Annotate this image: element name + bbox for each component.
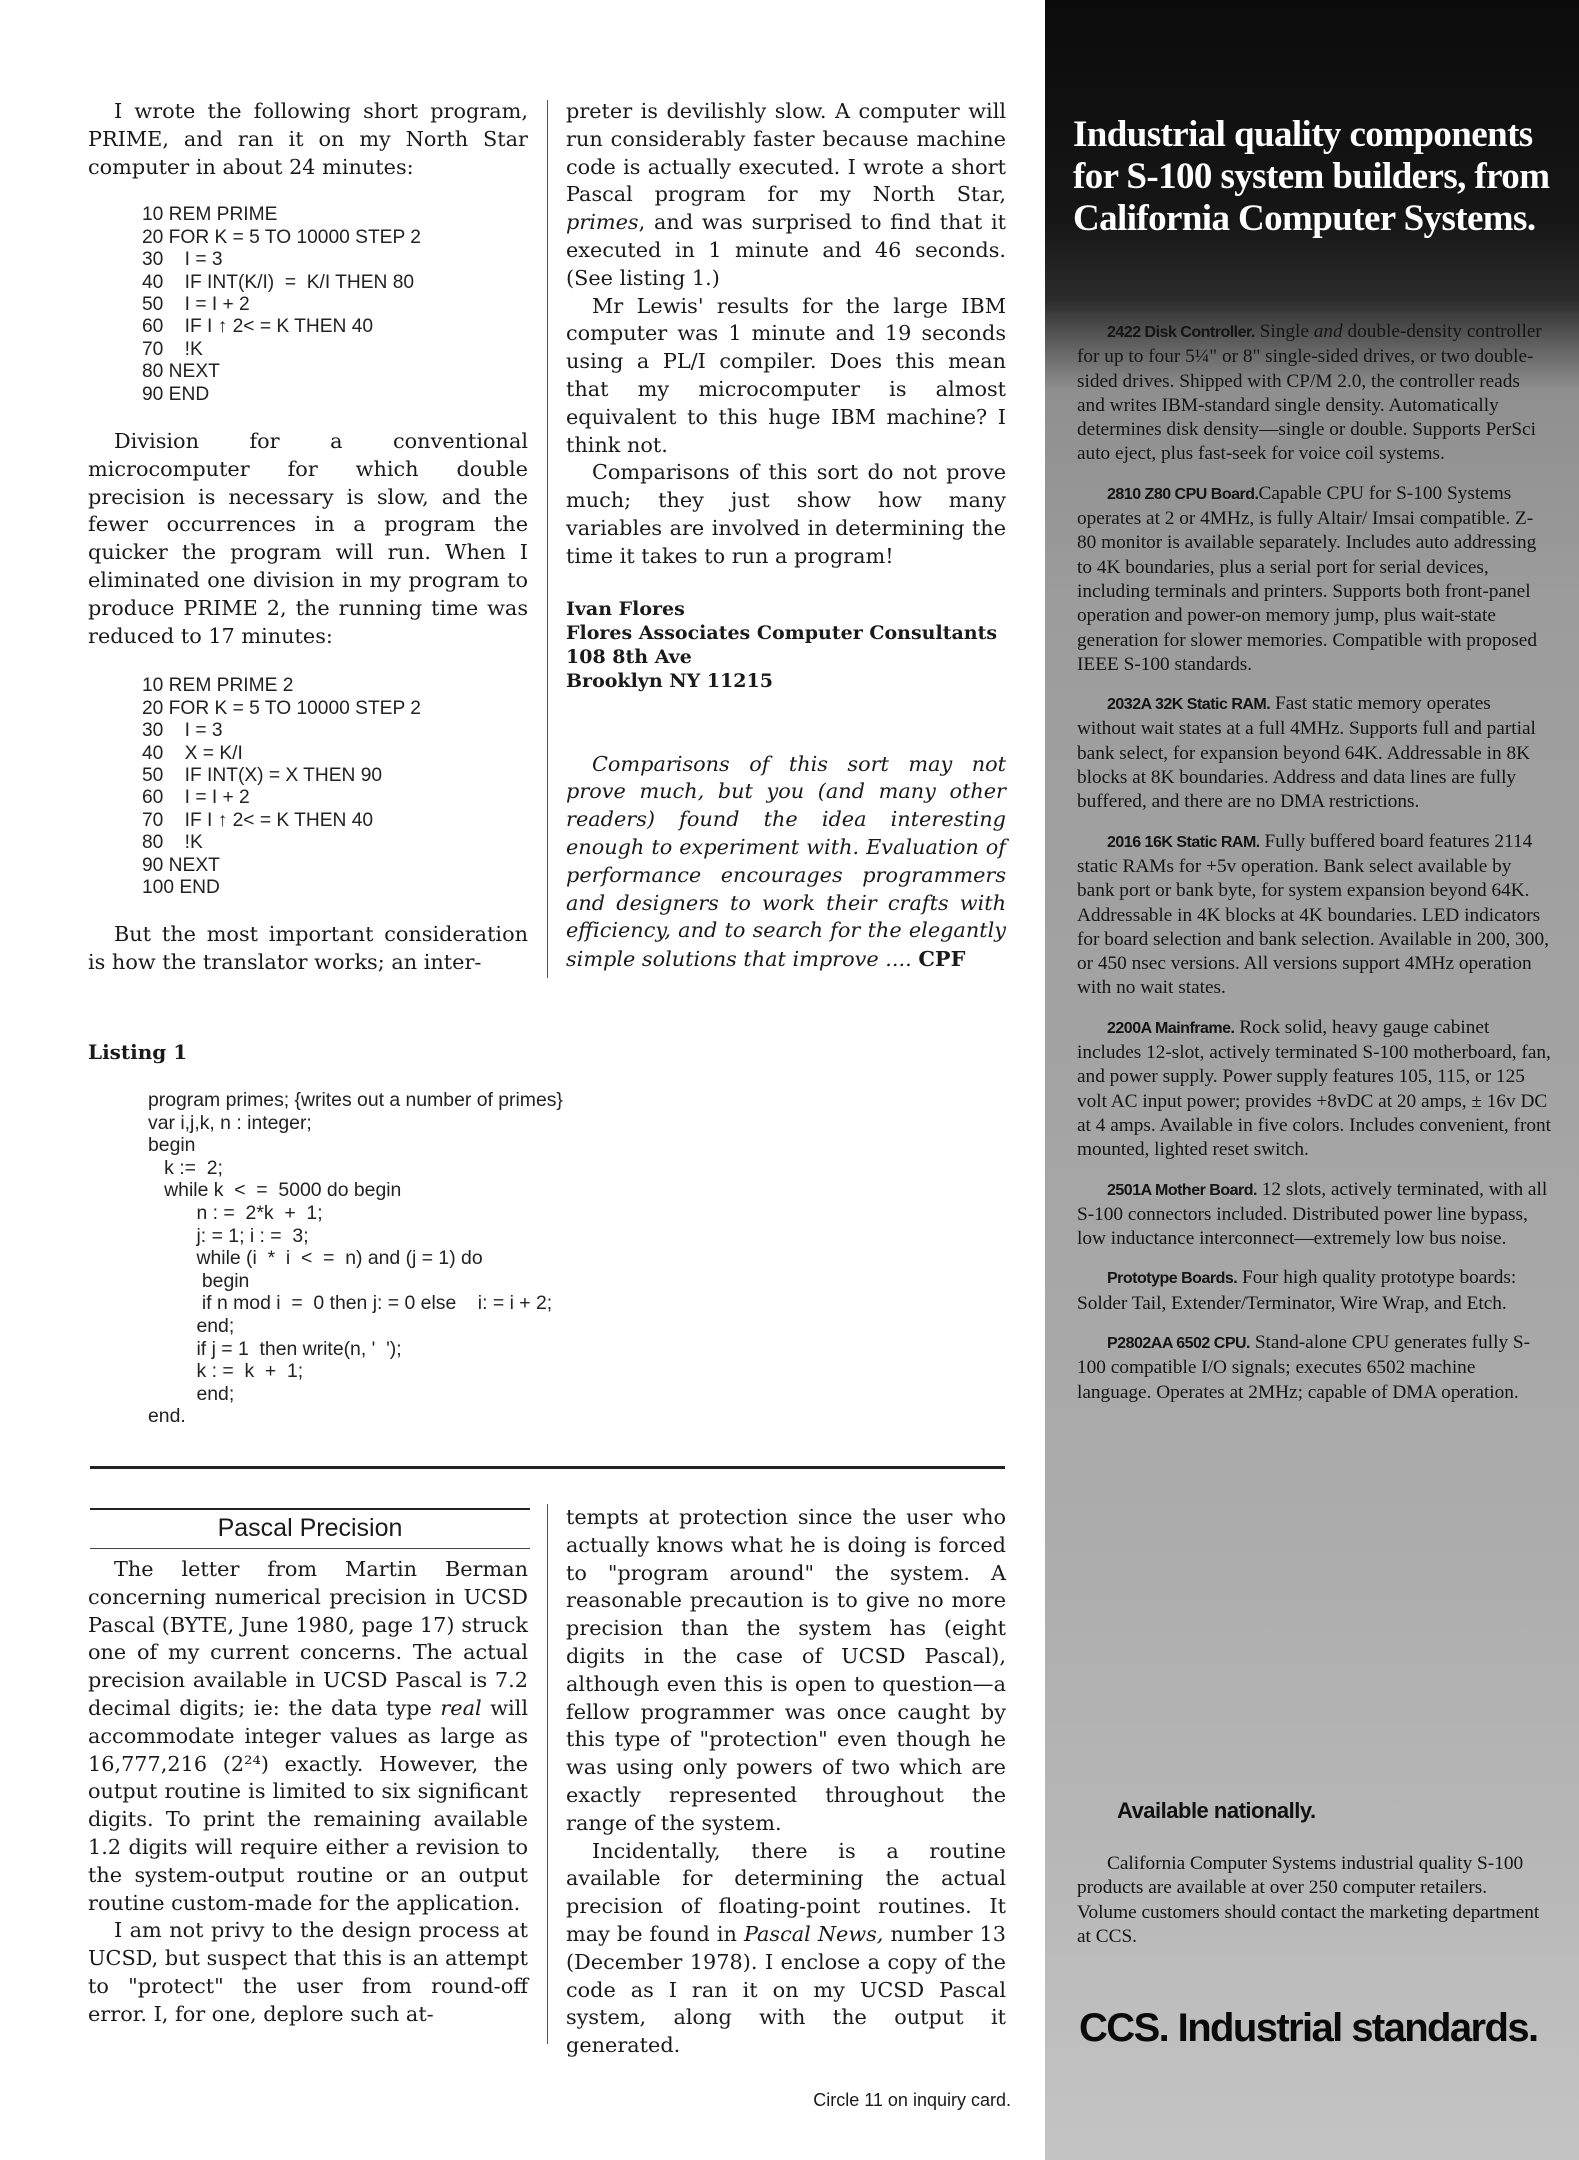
section-paragraph-2-continued: tempts at protection since the user who actually knows what he is doing is forced to "program around" the system. A reasonable precaution is to give no more precision than the system has (eight digits in the case of UCSD Pascal), although even this is open to question—a fellow programmer was once caught by this type of "protection" even though he was using only powers of two which are exactly represented throughout the range of the system. [566, 1505, 1006, 1835]
paragraph-text: , and was surprised to find that it executed in 1 minute and 46 seconds. (See listing 1.) [566, 210, 1006, 290]
section-rule-top [90, 1508, 530, 1510]
listing-title: Listing 1 [88, 1040, 188, 1064]
letter-paragraph-2: Division for a conventional microcomputer for which double precision is necessary is slow, and the fewer occurrences in a program the quicker the program will run. When I eliminated one division in my program to produce PRIME 2, the running time was reduced to 17 minutes: [88, 429, 528, 648]
ad-product-list [1077, 320, 1552, 1420]
letter-paragraph-4: Mr Lewis' results for the large IBM computer was 1 minute and 19 seconds using a PL/I compiler. Does this mean that my microcomputer is almost equivalent to this huge IBM machine? I think not. [566, 293, 1006, 457]
signature-organization: Flores Associates Computer Consultants [566, 621, 998, 644]
letter-column-1 [88, 98, 528, 977]
letter-paragraph-1: I wrote the following short program, PRIME, and ran it on my North Star computer in about 24 minutes: [88, 99, 528, 179]
listing-code: program primes; {writes out a number of primes} var i,j,k, n : integer; begin k := 2; while k < = 5000 do begin n : = 2*k + 1; j: = 1; i : = 3; while (i * i < = n) and (j = 1) do begin if n mod i = 0 then j: = 0 else i: = i + 2; end; if j = 1 then write(n, ' '); k : = k + 1; end; end. [148, 1089, 563, 1428]
paragraph-text: number 13 (December 1978). I enclose a copy of the code as I ran it on my UCSD Pascal system, along with the output it generated. [566, 1921, 1007, 2058]
ad-available-body: California Computer Systems industrial quality S-100 products are available at over 250 computer retailers. Volume customers should contact the marketing department at CCS. [1077, 1853, 1540, 1947]
ad-product-16k-ram [1077, 830, 1552, 1001]
ad-product-mainframe [1077, 1016, 1552, 1163]
product-text: Four high quality prototype boards: Solder Tail, Extender/Terminator, Wire Wrap, and Etch. [1077, 1267, 1517, 1314]
ad-product-mother-board [1077, 1178, 1552, 1252]
column-divider [547, 100, 548, 978]
letter-paragraph-3-continued [566, 98, 1006, 293]
reply-text: Comparisons of this sort may not prove much, but you (and many other readers) found the idea interesting enough to experiment with. Evaluation of performance encourages programmers and designers to work their crafts with efficiency, and to search for the elegantly simple solutions that improve .... [566, 751, 1006, 972]
product-text: 12 slots, actively terminated, with all S-100 connectors included. Distributed power line bypass, low inductance interconnect—extremely low bus noise. [1077, 1178, 1548, 1250]
program-name: primes [566, 210, 639, 235]
ad-product-32k-ram [1077, 692, 1552, 814]
signature-name: Ivan Flores [566, 597, 685, 620]
product-name: P2802AA 6502 CPU. [1107, 1334, 1250, 1352]
product-name: 2810 Z80 CPU Board. [1107, 485, 1259, 503]
letter-paragraph-5: Comparisons of this sort do not prove much; they just show how many variables are involved in determining the time it takes to run a program! [566, 460, 1006, 568]
product-name: 2501A Mother Board. [1107, 1181, 1257, 1199]
section-title: Pascal Precision [217, 1514, 403, 1542]
ad-headline: Industrial quality components for S-100 system builders, from California Computer Systems. [1073, 114, 1550, 239]
signature-address-2: Brooklyn NY 11215 [566, 669, 773, 692]
letter-column-2 [566, 98, 1006, 974]
horizontal-rule [90, 1466, 1005, 1469]
section-rule-bottom [90, 1548, 530, 1549]
product-name: 2016 16K Static RAM. [1107, 833, 1260, 851]
ad-product-cpu-board [1077, 482, 1552, 677]
section-column-1 [88, 1556, 528, 2029]
product-text: Stand-alone CPU generates fully S-100 compatible I/O signals; executes 6502 machine language. Operates at 2MHz; capable of DMA operation. [1077, 1331, 1531, 1403]
product-text: Capable CPU for S-100 Systems operates at 2 or 4MHz, is fully Altair/ Imsai compatible. Z-80 monitor is available separately. Includes auto addressing to 4K boundaries, plus a serial port for serial devices, including terminals and printers. Supports both front-panel operation and power-on memory jump, plus wait-state generation for slower memories. Compatible with proposed IEEE S-100 standards. [1077, 482, 1537, 675]
product-name: 2200A Mainframe. [1107, 1019, 1235, 1037]
product-text-em: and [1313, 321, 1343, 342]
editor-reply [566, 751, 1006, 974]
section-paragraph-2: I am not privy to the design process at UCSD, but suspect that this is an attempt to "protect" the user from round-off error. I, for one, deplore such at- [88, 1918, 528, 2026]
ad-available-title: Available nationally. [1117, 1798, 1316, 1823]
paragraph-text: will accommodate integer values as large as 16,777,216 (2²⁴) exactly. However, the output routine is limited to six significant digits. To print the remaining available 1.2 digits will require either a revision to the system-output routine or an output routine custom-made for the application. [88, 1695, 528, 1915]
prime2-program-code: 10 REM PRIME 2 20 FOR K = 5 TO 10000 STEP 2 30 I = 3 40 X = K/I 50 IF INT(X) = X THEN 90 60 I = I + 2 70 IF I ↑ 2< = K THEN 40 80 !K 90 NEXT 100 END [142, 675, 421, 899]
ad-product-prototype-boards [1077, 1266, 1552, 1316]
signature-address-1: 108 8th Ave [566, 645, 692, 668]
product-text: Fast static memory operates without wait states at a full 4MHz. Supports full and partial bank select, for expansion beyond 64K. Addressable in 8K blocks at 8K boundaries. Address and data lines are fully buffered, and there are no DMA restrictions. [1077, 693, 1536, 813]
ad-product-6502-cpu [1077, 1331, 1552, 1405]
data-type-name: real [440, 1695, 482, 1720]
product-text: Fully buffered board features 2114 static RAMs for +5v operation. Bank select available by bank port or bank byte, for system expansion beyond 64K. Addressable in 4K blocks at 4K boundaries. LED indicators for board selection and bank selection. Available in 200, 300, or 450 nsec versions. All versions support 4MHz operation with no wait states. [1077, 830, 1549, 999]
section-paragraph-3 [566, 1838, 1006, 2060]
editor-initials: CPF [918, 946, 966, 972]
publication-name: Pascal News, [743, 1921, 884, 1946]
paragraph-text: preter is devilishly slow. A computer will run considerably faster because machine code is actually executed. I wrote a short Pascal program for my North Star, [566, 99, 1006, 207]
section-column-2 [566, 1504, 1006, 2060]
product-text: double-density controller for up to four 5¼" or 8" single-sided drives, or two double-sided drives. Shipped with CP/M 2.0, the controller reads and writes IBM-standard single density. Automatically determines disk density—single or double. Supports PerSci auto eject, plus fast-seek for voice coil systems. [1077, 321, 1542, 465]
product-name: 2422 Disk Controller. [1107, 324, 1255, 341]
product-text: Rock solid, heavy gauge cabinet includes 12-slot, actively terminated S-100 motherboard, fan, and power supply. Power supply features 105, 115, or 125 volt AC input power; provides +8vDC at 20 amps, ± 16v DC at 4 amps. Available in five colors. Includes convenient, front mounted, lighted reset switch. [1077, 1016, 1552, 1161]
section-paragraph-1 [88, 1556, 528, 1917]
prime-program-code: 10 REM PRIME 20 FOR K = 5 TO 10000 STEP 2 30 I = 3 40 IF INT(K/I) = K/I THEN 80 50 I = I + 2 60 IF I ↑ 2< = K THEN 40 70 !K 80 NEXT 90 END [142, 204, 421, 405]
letter-paragraph-3-start: But the most important consideration is how the translator works; an inter- [88, 922, 528, 975]
column-divider [547, 1504, 548, 2044]
product-text: Single [1254, 321, 1314, 342]
product-name: 2032A 32K Static RAM. [1107, 696, 1271, 714]
paragraph-text: The letter from Martin Berman concerning numerical precision in UCSD Pascal (BYTE, June 1980, page 17) struck one of my current concerns. The actual precision available in UCSD Pascal is 7.2 decimal digits; ie: the data type [88, 1557, 528, 1720]
paragraph-text: Incidentally, there is a routine available for determining the actual precision of floating-point routines. It may be found in [566, 1838, 1006, 1946]
product-name: Prototype Boards. [1107, 1270, 1238, 1288]
ad-product-disk-controller [1077, 320, 1552, 467]
inquiry-card-note: Circle 11 on inquiry card. [813, 2090, 1011, 2110]
ad-tagline: CCS. Industrial standards. [1079, 2006, 1538, 2050]
ccs-advertisement [1045, 0, 1579, 2160]
